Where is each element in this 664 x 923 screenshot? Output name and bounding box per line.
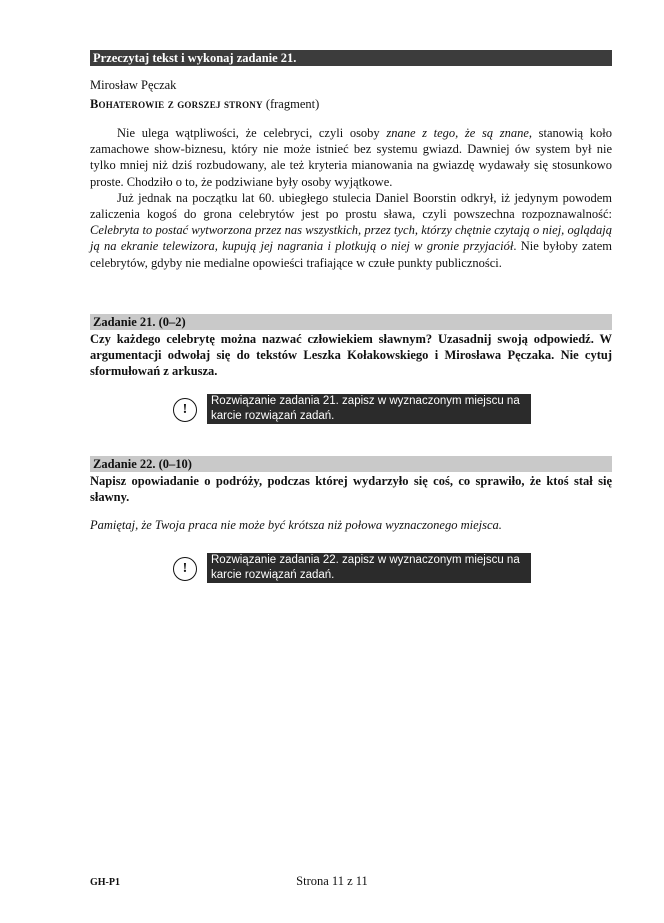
instruction-bar: Przeczytaj tekst i wykonaj zadanie 21. xyxy=(90,50,612,66)
page-number: Strona 11 z 11 xyxy=(296,874,368,888)
task21-text: Czy każdego celebrytę można nazwać człowiekiem sławnym? Uzasadnij swoją odpowiedź. W argumentacji odwołaj się do tekstów Leszka Kołakowskiego i Mirosława Pęczaka. Nie cytuj sformułowań z arkusza. xyxy=(90,332,612,379)
task22-text: Napisz opowiadanie o podróży, podczas której wydarzyło się coś, co sprawiło, że ktoś stał się sławny. xyxy=(90,474,612,505)
title-main: Bohaterowie z gorszej strony xyxy=(90,97,263,111)
task21-notice xyxy=(173,394,531,424)
author-name: Mirosław Pęczak xyxy=(90,78,177,92)
text-title xyxy=(90,97,319,112)
task22-notice xyxy=(173,553,531,583)
task21-notice-text: Rozwiązanie zadania 21. zapisz w wyznaczonym miejscu na karcie rozwiązań zadań. xyxy=(207,394,531,424)
exclamation-icon: ! xyxy=(173,398,197,422)
task21-header: Zadanie 21. (0–2) xyxy=(90,314,612,330)
task22-notice-text: Rozwiązanie zadania 22. zapisz w wyznaczonym miejscu na karcie rozwiązań zadań. xyxy=(207,553,531,583)
title-suffix: (fragment) xyxy=(262,97,320,111)
exam-code: GH-P1 xyxy=(90,877,120,888)
task22-reminder: Pamiętaj, że Twoja praca nie może być krótsza niż połowa wyznaczonego miejsca. xyxy=(90,518,502,532)
task22-header: Zadanie 22. (0–10) xyxy=(90,456,612,472)
paragraph-2: Już jednak na początku lat 60. ubiegłego stulecia Daniel Boorstin odkrył, iż jedynym powodem zaliczenia kogoś do grona celebrytów jest po prostu sława, czyli powszechna rozpoznawalność: Celebryta to postać wytworzona przez nas wszystkich, przez tych, którzy chętnie czytają o niej, oglądają ją na ekranie telewizora, kupują jej nagrania i plotkują o niej w gronie przyjaciół. Nie byłoby zatem celebrytów, gdyby nie medialne opowieści trafiające w czułe punkty publiczności. xyxy=(90,190,612,270)
reading-text xyxy=(90,125,612,271)
exclamation-icon: ! xyxy=(173,557,197,581)
paragraph-1: Nie ulega wątpliwości, że celebryci, czyli osoby znane z tego, że są znane, stanowią koło zamachowe show-biznesu, który nie może istnieć bez systemu gwiazd. Dawniej ów system był nie tylko mniej niż dziś rozbudowany, ale też kryteria mianowania na gwiazdę wydawały się stosunkowo proste. Chodziło o to, że podziwiane były osoby wyjątkowe. xyxy=(90,126,612,189)
